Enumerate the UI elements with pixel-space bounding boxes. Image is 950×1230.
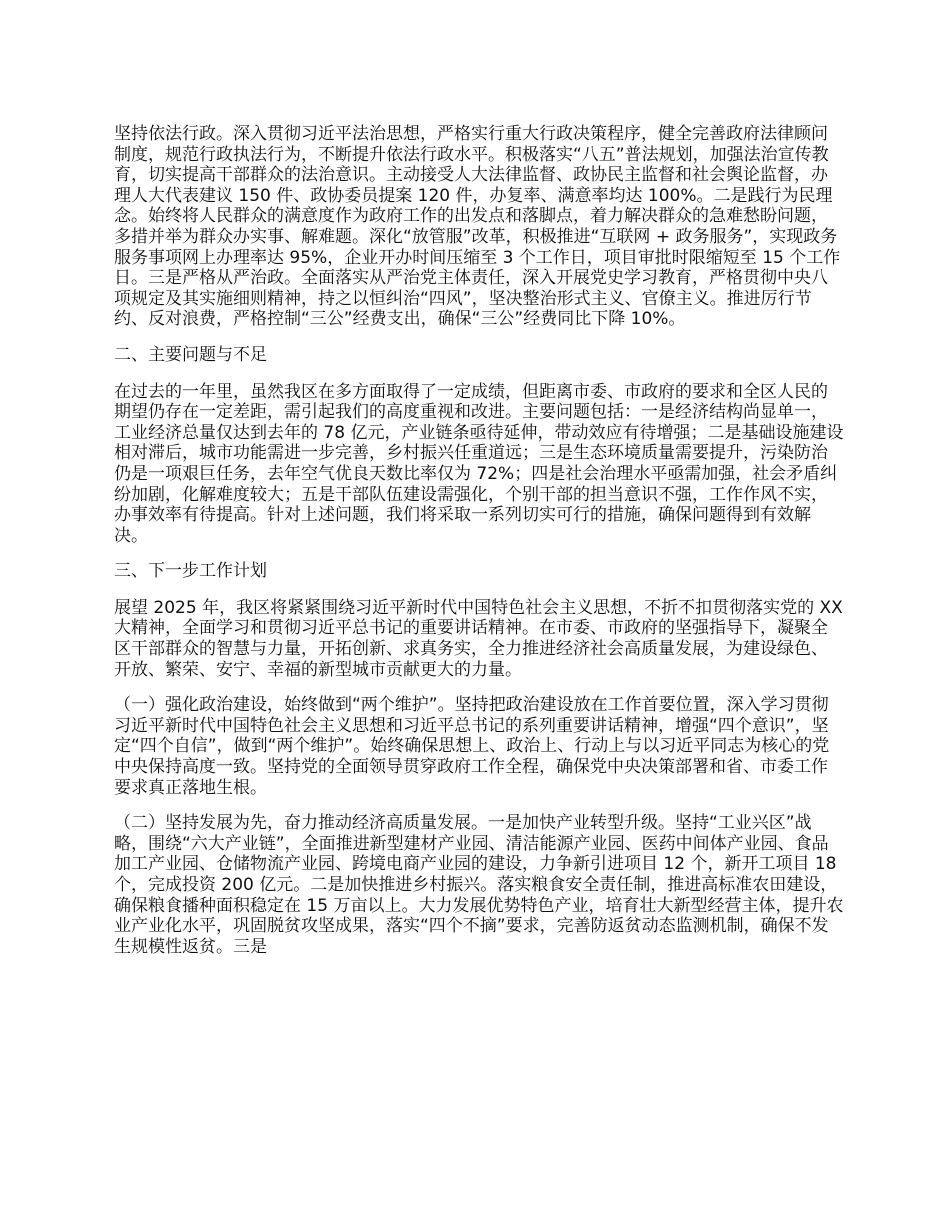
paragraph-outlook-2025: 展望 2025 年，我区将紧紧围绕习近平新时代中国特色社会主义思想，不折不扣贯彻落实党的 XX 大精神，全面学习和贯彻习近平总书记的重要讲话精神。在市委、市政府的坚强指导下，凝聚全区干部群众的智慧与力量，开拓创新、求真务实，全力推进经济社会高质量发展，为建设绿色、开放、繁荣、安宁、幸福的新型城市贡献更大的力量。 [114, 597, 843, 680]
document-body [114, 124, 844, 957]
section-heading-main-problems: 二、主要问题与不足 [114, 344, 267, 365]
paragraph-rule-of-law: 坚持依法行政。深入贯彻习近平法治思想，严格实行重大行政决策程序，健全完善政府法律顾问制度，规范行政执法行为，不断提升依法行政水平。积极落实“八五”普法规划，加强法治宣传教育，切实提高干部群众的法治意识。主动接受人大法律监督、政协民主监督和社会舆论监督，办理人大代表建议 150 件、政协委员提案 120 件，办复率、满意率均达 100%。二是践行为民理念。始终将人民群众的满意度作为政府工作的出发点和落脚点，着力解决群众的急难愁盼问题，多措并举为群众办实事、解难题。深化“放管服”改革，积极推进“互联网 + 政务服务”，实现政务服务事项网上办理率达 95%，企业开办时间压缩至 3 个工作日，项目审批时限缩短至 15 个工作日。三是严格从严治政。全面落实从严治党主体责任，深入开展党史学习教育，严格贯彻中央八项规定及其实施细则精神，持之以恒纠治“四风”，坚决整治形式主义、官僚主义。推进厉行节约、反对浪费，严格控制“三公”经费支出，确保“三公”经费同比下降 10%。 [114, 124, 841, 330]
paragraph-main-problems: 在过去的一年里，虽然我区在多方面取得了一定成绩，但距离市委、市政府的要求和全区人民的期望仍存在一定差距，需引起我们的高度重视和改进。主要问题包括：一是经济结构尚显单一，工业经济总量仅达到去年的 78 亿元，产业链条亟待延伸，带动效应有待增强；二是基础设施建设相对滞后，城市功能需进一步完善，乡村振兴任重道远；三是生态环境质量需要提升，污染防治仍是一项艰巨任务，去年空气优良天数比率仅为 72%；四是社会治理水平亟需加强，社会矛盾纠纷加剧，化解难度较大；五是干部队伍建设需强化，个别干部的担当意识不强，工作作风不实，办事效率有待提高。针对上述问题，我们将采取一系列切实可行的措施，确保问题得到有效解决。 [114, 381, 844, 546]
section-heading-next-steps: 三、下一步工作计划 [114, 561, 267, 582]
paragraph-high-quality-development: （二）坚持发展为先，奋力推动经济高质量发展。一是加快产业转型升级。坚持“工业兴区”战略，围绕“六大产业链”，全面推进新型建材产业园、清洁能源产业园、医药中间体产业园、食品加工产业园、仓储物流产业园、跨境电商产业园的建设，力争新引进项目 12 个，新开工项目 18 个，完成投资 200 亿元。二是加快推进乡村振兴。落实粮食安全责任制，推进高标准农田建设，确保粮食播种面积稳定在 15 万亩以上。大力发展优势特色产业，培育壮大新型经营主体，提升农业产业化水平，巩固脱贫攻坚成果，落实“四个不摘”要求，完善防返贫动态监测机制，确保不发生规模性返贫。三是 [114, 813, 844, 957]
paragraph-political-building: （一）强化政治建设，始终做到“两个维护”。坚持把政治建设放在工作首要位置，深入学习贯彻习近平新时代中国特色社会主义思想和习近平总书记的系列重要讲话精神，增强“四个意识”，坚定“四个自信”，做到“两个维护”。始终确保思想上、政治上、行动上与以习近平同志为核心的党中央保持高度一致。坚持党的全面领导贯穿政府工作全程，确保党中央决策部署和省、市委工作要求真正落地生根。 [114, 695, 830, 798]
